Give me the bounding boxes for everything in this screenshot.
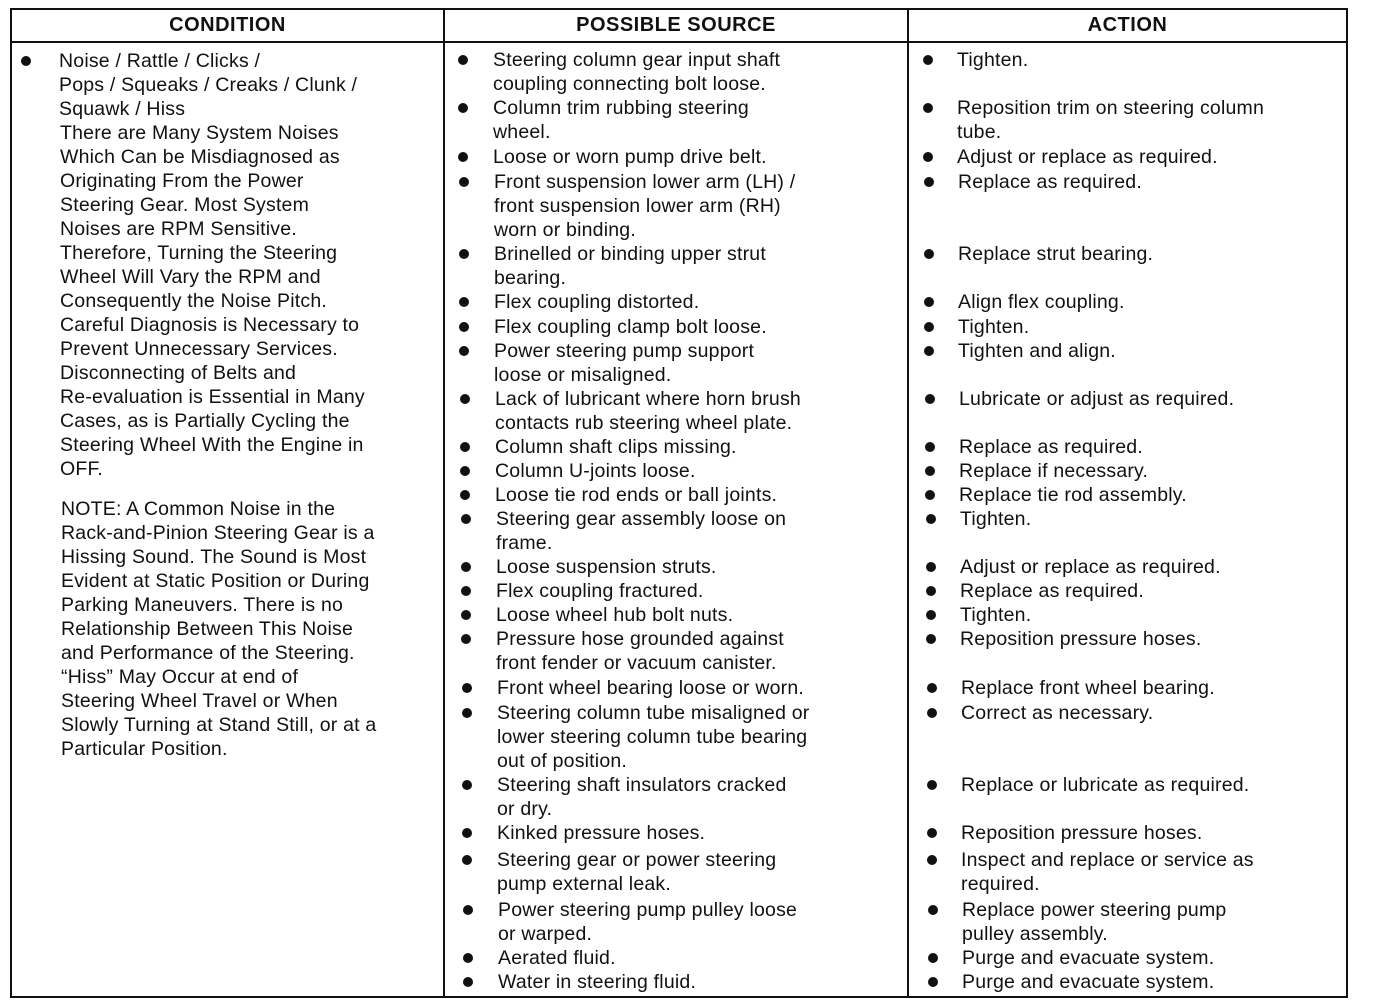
action-line: Replace tie rod assembly. (959, 484, 1187, 506)
condition-note-line: “Hiss” May Occur at end of (61, 666, 299, 688)
bullet-icon (926, 586, 936, 596)
bullet-icon (461, 562, 471, 572)
action-line: Reposition pressure hoses. (961, 822, 1203, 844)
action-line: Tighten and align. (958, 340, 1116, 362)
bullet-icon (924, 177, 934, 187)
action-line: Tighten. (960, 508, 1032, 530)
bullet-icon (460, 466, 470, 476)
action-line: Purge and evacuate system. (962, 971, 1215, 993)
action-line: Tighten. (960, 604, 1032, 626)
bullet-icon (928, 905, 938, 915)
bullet-icon (459, 322, 469, 332)
source-line: out of position. (497, 750, 628, 772)
bullet-icon (458, 55, 468, 65)
condition-note-line: Evident at Static Position or During (61, 570, 370, 592)
condition-note-line: Parking Maneuvers. There is no (61, 594, 344, 616)
condition-note-line: Slowly Turning at Stand Still, or at a (61, 714, 377, 736)
source-line: or warped. (498, 923, 593, 945)
source-line: Column trim rubbing steering (493, 97, 749, 119)
source-line: Kinked pressure hoses. (497, 822, 706, 844)
bullet-icon (462, 683, 472, 693)
source-line: pump external leak. (497, 873, 671, 895)
source-line: Lack of lubricant where horn brush (495, 388, 801, 410)
bullet-icon (924, 346, 934, 356)
source-line: front suspension lower arm (RH) (494, 195, 781, 217)
source-line: Pressure hose grounded against (496, 628, 784, 650)
bullet-icon (461, 634, 471, 644)
condition-body-line: Prevent Unnecessary Services. (60, 338, 338, 360)
source-line: Front wheel bearing loose or worn. (497, 677, 805, 699)
condition-title-line: Pops / Squeaks / Creaks / Clunk / (59, 74, 358, 96)
condition-title-line: Noise / Rattle / Clicks / (59, 50, 261, 72)
bullet-icon (461, 610, 471, 620)
column-divider (443, 8, 445, 998)
condition-body-line: Disconnecting of Belts and (60, 362, 297, 384)
bullet-icon (924, 322, 934, 332)
header-action: ACTION (1087, 14, 1168, 36)
action-line: Purge and evacuate system. (962, 947, 1215, 969)
source-line: Loose tie rod ends or ball joints. (495, 484, 778, 506)
source-line: coupling connecting bolt loose. (493, 73, 766, 95)
bullet-icon (463, 977, 473, 987)
condition-body-line: Which Can be Misdiagnosed as (60, 146, 340, 168)
bullet-icon (927, 683, 937, 693)
action-line: Reposition trim on steering column (957, 97, 1265, 119)
action-line: Replace strut bearing. (958, 243, 1154, 265)
source-line: contacts rub steering wheel plate. (495, 412, 793, 434)
action-line: Align flex coupling. (958, 291, 1125, 313)
bullet-icon (462, 855, 472, 865)
source-line: Flex coupling clamp bolt loose. (494, 316, 767, 338)
bullet-icon (924, 249, 934, 259)
bullet-icon (458, 103, 468, 113)
bullet-icon (462, 780, 472, 790)
source-line: Column U-joints loose. (495, 460, 696, 482)
bullet-icon (459, 177, 469, 187)
bullet-icon (460, 394, 470, 404)
bullet-icon (926, 610, 936, 620)
action-line: Replace as required. (960, 580, 1144, 602)
action-line: Lubricate or adjust as required. (959, 388, 1235, 410)
condition-body-line: OFF. (60, 458, 104, 480)
bullet-icon (460, 490, 470, 500)
condition-body-line: There are Many System Noises (60, 122, 339, 144)
bullet-icon (927, 780, 937, 790)
action-line: Tighten. (957, 49, 1029, 71)
source-line: Brinelled or binding upper strut (494, 243, 766, 265)
bullet-icon (927, 855, 937, 865)
bullet-icon (459, 346, 469, 356)
bullet-icon (461, 514, 471, 524)
action-line: Adjust or replace as required. (960, 556, 1221, 578)
source-line: worn or binding. (494, 219, 636, 241)
condition-body-line: Cases, as is Partially Cycling the (60, 410, 350, 432)
condition-note-line: Particular Position. (61, 738, 228, 760)
header-source: POSSIBLE SOURCE (576, 14, 776, 36)
bullet-icon (923, 55, 933, 65)
bullet-icon (925, 394, 935, 404)
condition-body-line: Careful Diagnosis is Necessary to (60, 314, 360, 336)
condition-title-line: Squawk / Hiss (59, 98, 186, 120)
condition-body-line: Steering Wheel With the Engine in (60, 434, 364, 456)
source-line: front fender or vacuum canister. (496, 652, 777, 674)
source-line: wheel. (493, 121, 551, 143)
bullet-icon (925, 490, 935, 500)
action-line: Reposition pressure hoses. (960, 628, 1202, 650)
bullet-icon (459, 297, 469, 307)
source-line: Steering column gear input shaft (493, 49, 781, 71)
source-line: loose or misaligned. (494, 364, 672, 386)
source-line: Loose or worn pump drive belt. (493, 146, 767, 168)
action-line: Replace or lubricate as required. (961, 774, 1250, 796)
bullet-icon (923, 152, 933, 162)
bullet-icon (461, 586, 471, 596)
condition-note-line: NOTE: A Common Noise in the (61, 498, 336, 520)
bullet-icon (462, 828, 472, 838)
action-line: Inspect and replace or service as (961, 849, 1254, 871)
condition-body-line: Noises are RPM Sensitive. (60, 218, 297, 240)
condition-body-line: Therefore, Turning the Steering (60, 242, 338, 264)
source-line: bearing. (494, 267, 567, 289)
action-line: Adjust or replace as required. (957, 146, 1218, 168)
bullet-icon (458, 152, 468, 162)
bullet-icon (926, 562, 936, 572)
bullet-icon (926, 514, 936, 524)
source-line: Aerated fluid. (498, 947, 616, 969)
bullet-icon (925, 442, 935, 452)
condition-note-line: Hissing Sound. The Sound is Most (61, 546, 367, 568)
source-line: Power steering pump support (494, 340, 755, 362)
source-line: Steering gear assembly loose on (496, 508, 787, 530)
bullet-icon (21, 56, 31, 66)
condition-body-line: Consequently the Noise Pitch. (60, 290, 328, 312)
action-line: Replace as required. (959, 436, 1143, 458)
bullet-icon (925, 466, 935, 476)
header-condition: CONDITION (169, 14, 286, 36)
source-line: or dry. (497, 798, 553, 820)
condition-body-line: Originating From the Power (60, 170, 304, 192)
source-line: Power steering pump pulley loose (498, 899, 798, 921)
bullet-icon (928, 953, 938, 963)
condition-note-line: Rack-and-Pinion Steering Gear is a (61, 522, 375, 544)
column-divider (907, 8, 909, 998)
source-line: frame. (496, 532, 553, 554)
source-line: Steering gear or power steering (497, 849, 777, 871)
action-line: Replace if necessary. (959, 460, 1149, 482)
action-line: Replace power steering pump (962, 899, 1227, 921)
condition-body-line: Re-evaluation is Essential in Many (60, 386, 365, 408)
bullet-icon (927, 708, 937, 718)
source-line: Steering shaft insulators cracked (497, 774, 787, 796)
source-line: Loose suspension struts. (496, 556, 717, 578)
bullet-icon (459, 249, 469, 259)
action-line: Replace front wheel bearing. (961, 677, 1215, 699)
bullet-icon (463, 953, 473, 963)
action-line: required. (961, 873, 1040, 895)
source-line: Column shaft clips missing. (495, 436, 737, 458)
bullet-icon (463, 905, 473, 915)
bullet-icon (926, 634, 936, 644)
source-line: Flex coupling distorted. (494, 291, 700, 313)
action-line: Correct as necessary. (961, 702, 1154, 724)
source-line: Water in steering fluid. (498, 971, 697, 993)
condition-note-line: and Performance of the Steering. (61, 642, 355, 664)
condition-note-line: Relationship Between This Noise (61, 618, 353, 640)
source-line: Flex coupling fractured. (496, 580, 704, 602)
bullet-icon (460, 442, 470, 452)
bullet-icon (927, 828, 937, 838)
action-line: tube. (957, 121, 1002, 143)
condition-body-line: Steering Gear. Most System (60, 194, 310, 216)
action-line: Replace as required. (958, 171, 1142, 193)
bullet-icon (924, 297, 934, 307)
source-line: Steering column tube misaligned or (497, 702, 810, 724)
bullet-icon (462, 708, 472, 718)
condition-note-line: Steering Wheel Travel or When (61, 690, 338, 712)
source-line: Loose wheel hub bolt nuts. (496, 604, 734, 626)
action-line: Tighten. (958, 316, 1030, 338)
bullet-icon (923, 103, 933, 113)
source-line: lower steering column tube bearing (497, 726, 808, 748)
source-line: Front suspension lower arm (LH) / (494, 171, 796, 193)
action-line: pulley assembly. (962, 923, 1108, 945)
bullet-icon (928, 977, 938, 987)
header-divider (10, 41, 1348, 43)
condition-body-line: Wheel Will Vary the RPM and (60, 266, 321, 288)
